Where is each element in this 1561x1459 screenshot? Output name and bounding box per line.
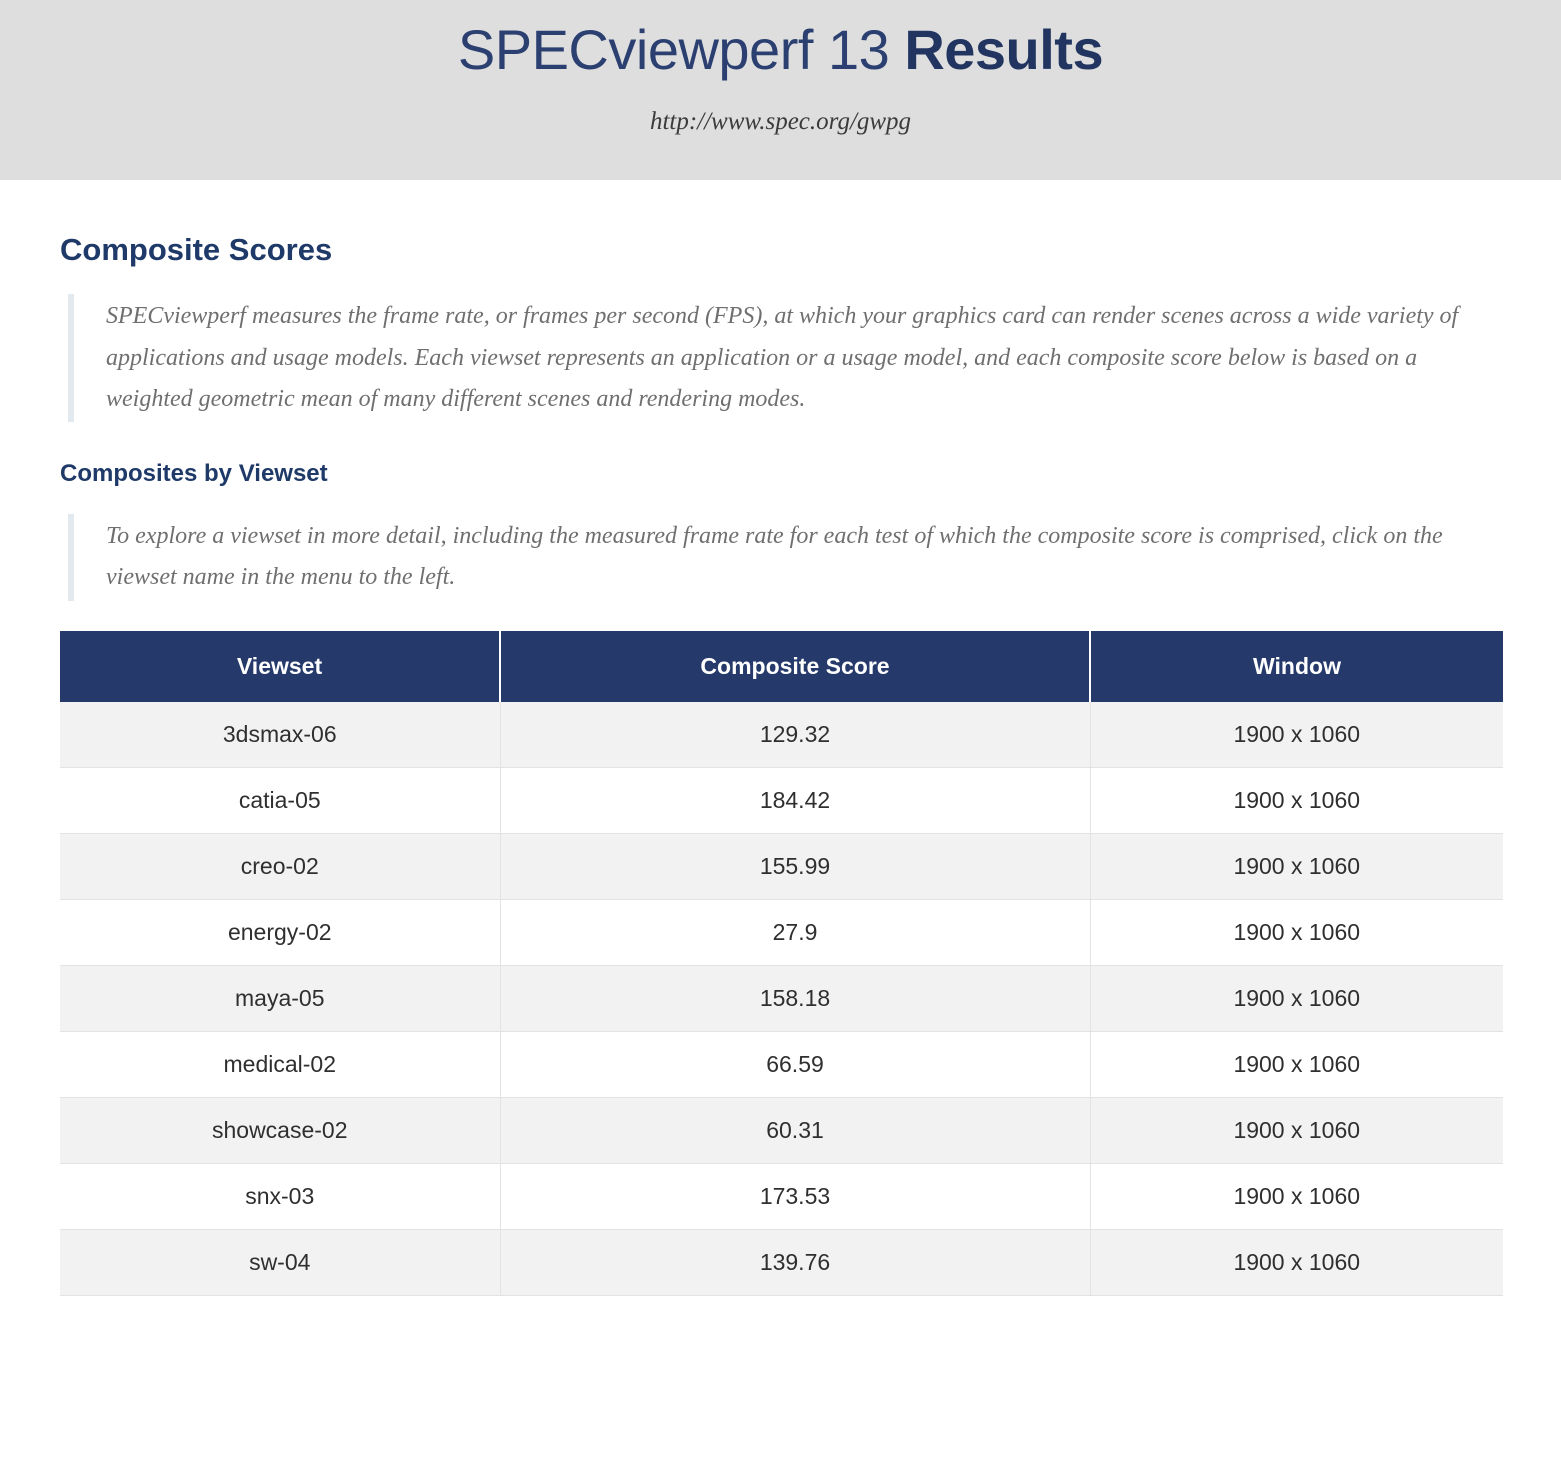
cell-window: 1900 x 1060 — [1090, 1229, 1503, 1295]
cell-composite-score: 27.9 — [500, 899, 1090, 965]
cell-composite-score: 155.99 — [500, 833, 1090, 899]
composite-scores-note: SPECviewperf measures the frame rate, or frames per second (FPS), at which your graphics card can render scenes across a wide variety of applications and usage models. Each viewset represents an application or a usage model, and each composite score below is based on a weighted geometric mean of many different scenes and rendering modes. — [68, 294, 1496, 422]
composite-scores-heading: Composite Scores — [60, 232, 333, 268]
cell-composite-score: 60.31 — [500, 1097, 1090, 1163]
table-row — [60, 965, 1503, 1031]
cell-window: 1900 x 1060 — [1090, 702, 1503, 768]
composites-by-viewset-note: To explore a viewset in more detail, including the measured frame rate for each test of which the composite score is comprised, click on the viewset name in the menu to the left. — [68, 514, 1496, 601]
table-row — [60, 1031, 1503, 1097]
cell-viewset: snx-03 — [60, 1163, 500, 1229]
cell-viewset: medical-02 — [60, 1031, 500, 1097]
cell-viewset: catia-05 — [60, 767, 500, 833]
cell-viewset: maya-05 — [60, 965, 500, 1031]
cell-window: 1900 x 1060 — [1090, 899, 1503, 965]
cell-composite-score: 158.18 — [500, 965, 1090, 1031]
cell-viewset: creo-02 — [60, 833, 500, 899]
cell-composite-score: 184.42 — [500, 767, 1090, 833]
table-row — [60, 1229, 1503, 1295]
page-title-bold: Results — [904, 18, 1104, 81]
table-row — [60, 833, 1503, 899]
cell-viewset: sw-04 — [60, 1229, 500, 1295]
cell-window: 1900 x 1060 — [1090, 965, 1503, 1031]
header-url: http://www.spec.org/gwpg — [649, 108, 912, 136]
column-header-composite-score: Composite Score — [500, 631, 1090, 702]
page-title — [0, 18, 1561, 82]
table-header-row — [60, 631, 1503, 702]
main-content — [0, 232, 1561, 1295]
table-row — [60, 767, 1503, 833]
table-row — [60, 1163, 1503, 1229]
composites-by-viewset-heading: Composites by Viewset — [60, 460, 328, 488]
table-row — [60, 899, 1503, 965]
cell-window: 1900 x 1060 — [1090, 1163, 1503, 1229]
cell-composite-score: 66.59 — [500, 1031, 1090, 1097]
cell-viewset: showcase-02 — [60, 1097, 500, 1163]
table-head — [60, 631, 1503, 702]
composite-scores-table — [60, 631, 1503, 1296]
cell-viewset: 3dsmax-06 — [60, 702, 500, 768]
column-header-window: Window — [1090, 631, 1503, 702]
column-header-viewset: Viewset — [60, 631, 500, 702]
cell-composite-score: 129.32 — [500, 702, 1090, 768]
table-body — [60, 702, 1503, 1296]
cell-viewset: energy-02 — [60, 899, 500, 965]
cell-window: 1900 x 1060 — [1090, 1097, 1503, 1163]
table-row — [60, 1097, 1503, 1163]
page-title-regular: SPECviewperf 13 — [457, 18, 905, 81]
cell-window: 1900 x 1060 — [1090, 833, 1503, 899]
cell-window: 1900 x 1060 — [1090, 767, 1503, 833]
table-row — [60, 702, 1503, 768]
cell-window: 1900 x 1060 — [1090, 1031, 1503, 1097]
page-header — [0, 0, 1561, 180]
cell-composite-score: 173.53 — [500, 1163, 1090, 1229]
cell-composite-score: 139.76 — [500, 1229, 1090, 1295]
